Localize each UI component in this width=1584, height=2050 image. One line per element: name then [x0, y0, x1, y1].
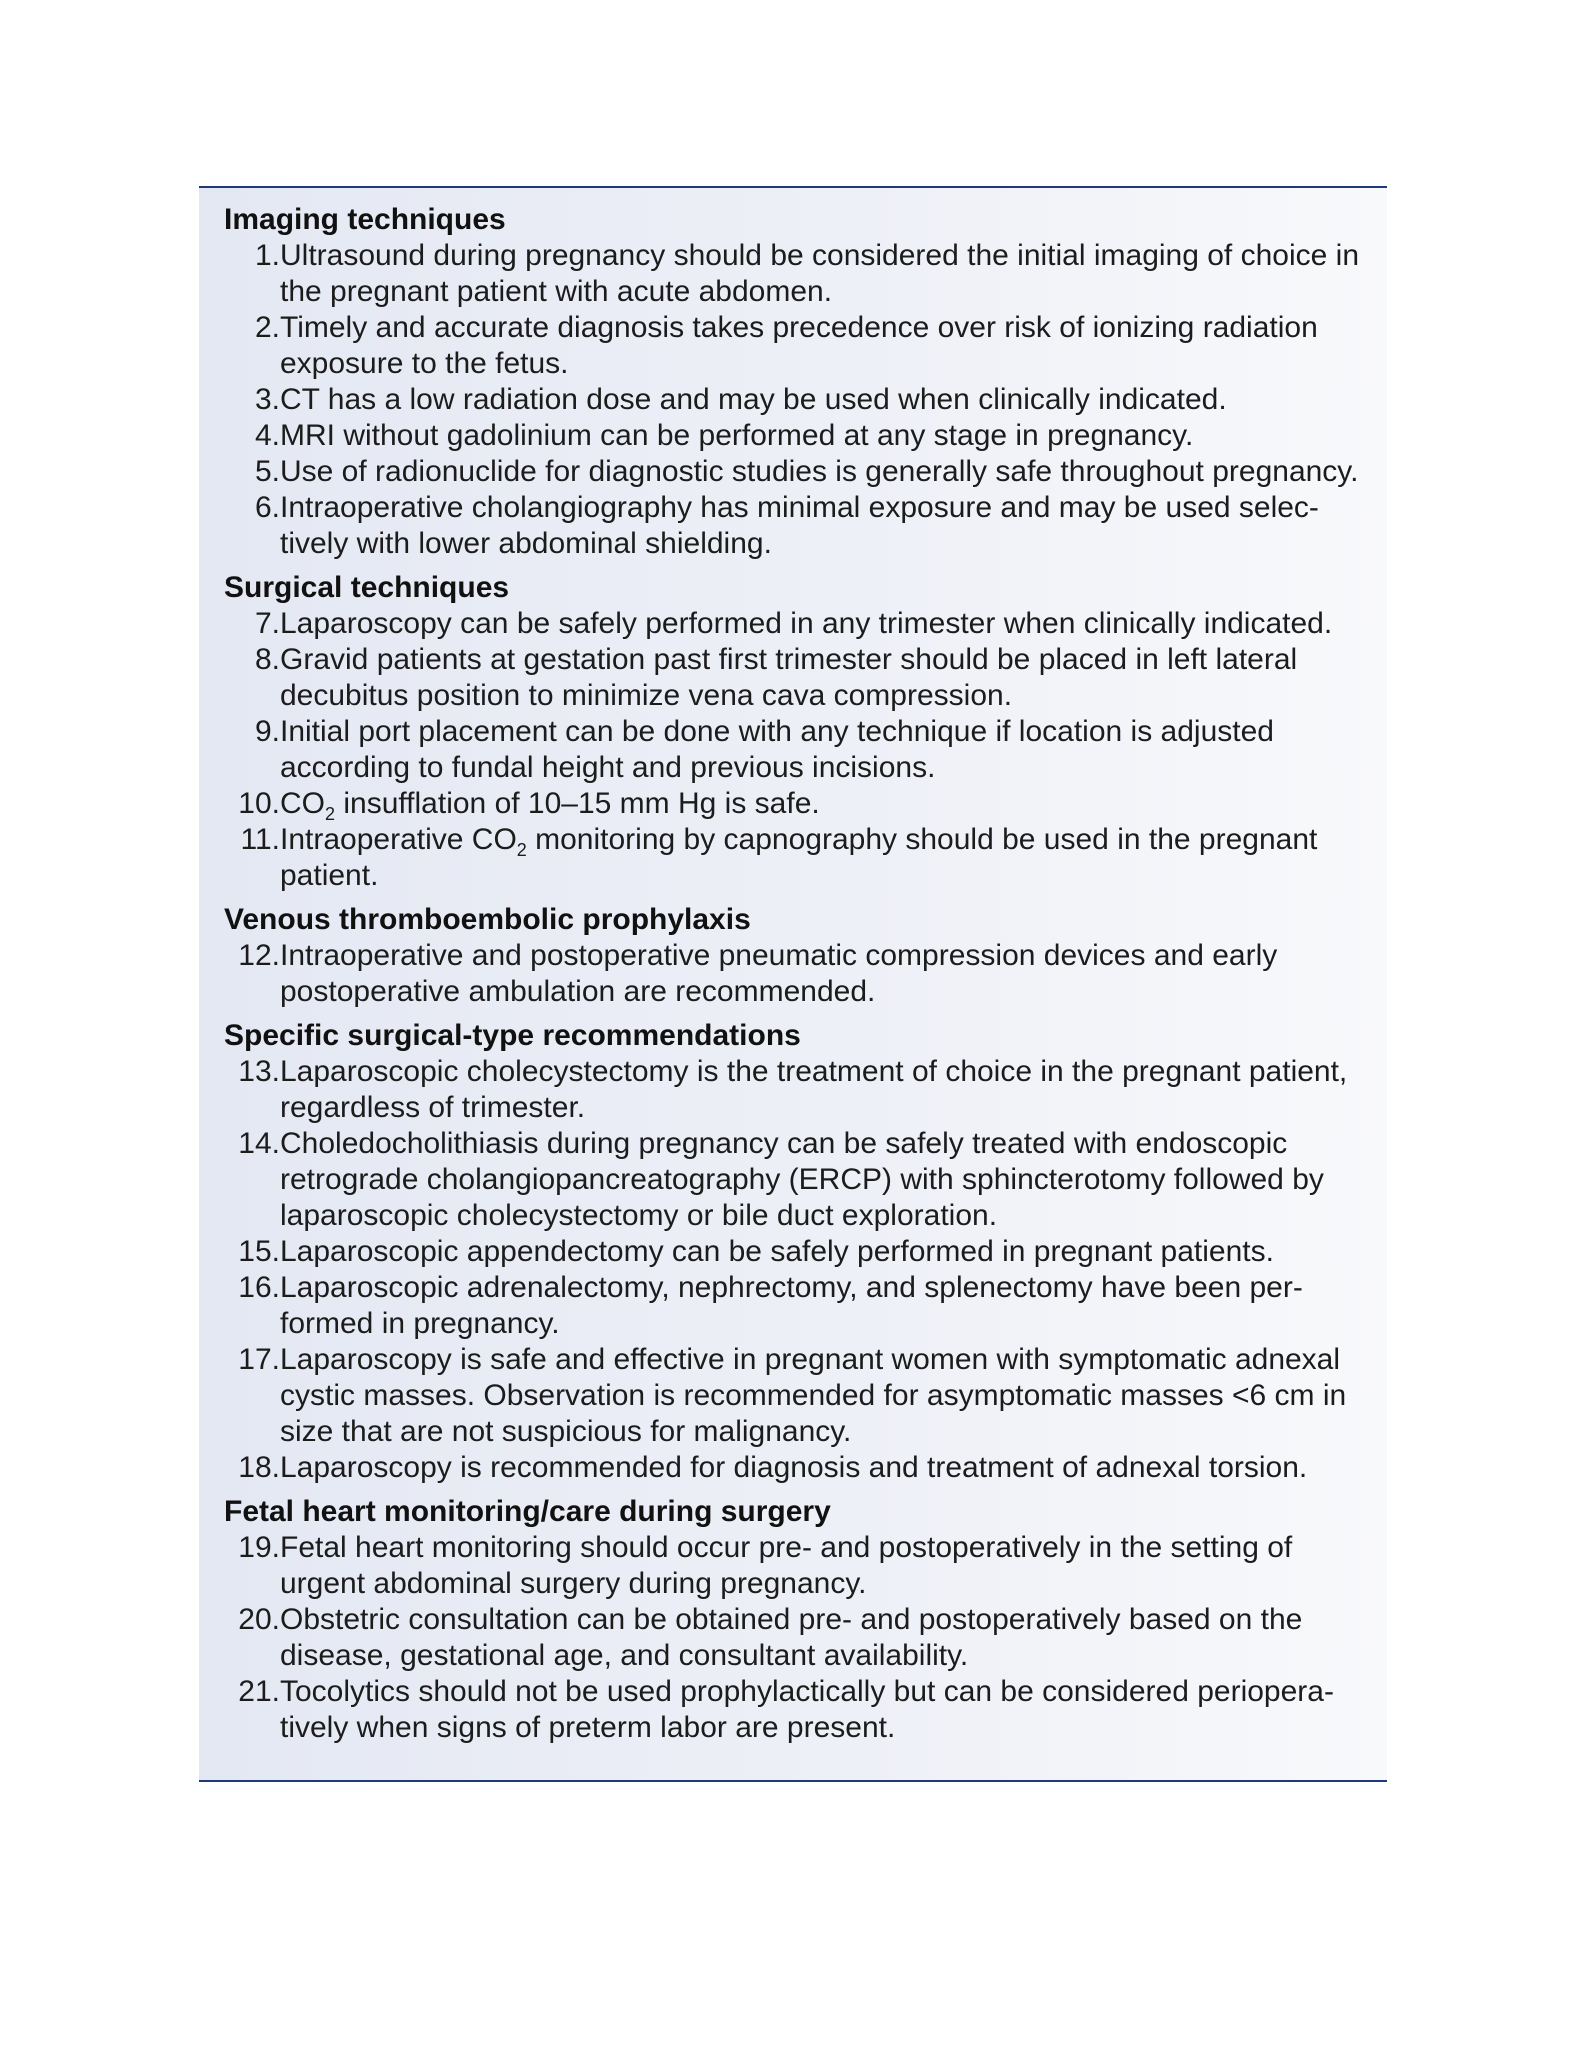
item-number: 10.	[238, 787, 280, 820]
item-text: Laparoscopic appendectomy can be safely performed in pregnant patients.	[280, 1235, 1274, 1268]
item-text: Intraoperative cholangiography has minimal exposure and may be used selec-tively with lower abdominal shielding.	[280, 491, 1319, 560]
list-item	[224, 1530, 1371, 1602]
item-text: Laparoscopy is safe and effective in pregnant women with symptomatic adnexal cystic masses. Observation is recommended for asymptomatic masses <6 cm in size that are not suspicious for malignancy.	[280, 1343, 1347, 1448]
item-number: 21.	[238, 1675, 280, 1708]
section-venous	[224, 902, 1371, 1010]
item-text: Gravid patients at gestation past first trimester should be placed in left lateral decubitus position to minimize vena cava compression.	[280, 643, 1298, 712]
list-item	[224, 382, 1371, 418]
list-item	[224, 714, 1371, 786]
section-heading: Fetal heart monitoring/care during surgery	[224, 1495, 831, 1528]
item-text	[280, 786, 1371, 822]
item-number: 8.	[254, 643, 280, 676]
list-item	[224, 1602, 1371, 1674]
section-imaging	[224, 202, 1371, 562]
list-item	[224, 454, 1371, 490]
item-list	[224, 938, 1371, 1010]
item-text	[280, 822, 1371, 894]
item-number: 11.	[240, 823, 280, 856]
list-item	[224, 938, 1371, 1010]
item-number: 19.	[238, 1531, 280, 1564]
item-text-post: monitoring by capnography should be used in the pregnant patient.	[280, 823, 1318, 892]
item-list	[224, 1530, 1371, 1746]
section-heading: Surgical techniques	[224, 571, 510, 604]
section-heading: Imaging techniques	[224, 203, 506, 236]
item-text: Laparoscopic cholecystectomy is the treatment of choice in the pregnant patient, regardless of trimester.	[280, 1055, 1348, 1124]
item-number: 5.	[254, 455, 280, 488]
subscript: 2	[325, 804, 336, 824]
section-specific	[224, 1018, 1371, 1486]
item-number: 13.	[238, 1055, 280, 1088]
list-item	[224, 786, 1371, 822]
subscript: 2	[516, 840, 527, 860]
list-item	[224, 822, 1371, 894]
item-text-pre: Intraoperative CO	[280, 823, 517, 856]
list-item	[224, 1234, 1371, 1270]
list-item	[224, 310, 1371, 382]
item-number: 4.	[254, 419, 280, 452]
section-surgical	[224, 570, 1371, 894]
item-text-post: insufflation of 10–15 mm Hg is safe.	[335, 787, 820, 820]
list-item	[224, 1054, 1371, 1126]
item-number: 16.	[238, 1271, 280, 1304]
item-number: 6.	[254, 491, 280, 524]
list-item	[224, 606, 1371, 642]
item-text: Laparoscopy is recommended for diagnosis and treatment of adnexal torsion.	[280, 1451, 1308, 1484]
list-item	[224, 1270, 1371, 1342]
list-item	[224, 490, 1371, 562]
item-text: Obstetric consultation can be obtained pre- and postoperatively based on the disease, gestational age, and consultant availability.	[280, 1603, 1303, 1672]
item-text: Laparoscopy can be safely performed in any trimester when clinically indicated.	[280, 607, 1333, 640]
item-list	[224, 606, 1371, 894]
item-text: Ultrasound during pregnancy should be considered the initial imaging of choice in the pregnant patient with acute abdomen.	[280, 239, 1360, 308]
item-text-pre: CO	[280, 787, 325, 820]
list-item	[224, 1342, 1371, 1450]
item-number: 17.	[238, 1343, 280, 1376]
item-number: 15.	[238, 1235, 280, 1268]
item-number: 2.	[254, 311, 280, 344]
item-text: CT has a low radiation dose and may be used when clinically indicated.	[280, 383, 1227, 416]
guidelines-box	[199, 186, 1387, 1782]
item-number: 3.	[254, 383, 280, 416]
list-item	[224, 1126, 1371, 1234]
item-text: Fetal heart monitoring should occur pre- and postoperatively in the setting of urgent abdominal surgery during pregnancy.	[280, 1531, 1293, 1600]
item-number: 14.	[238, 1127, 280, 1160]
list-item	[224, 1450, 1371, 1486]
item-list	[224, 1054, 1371, 1486]
list-item	[224, 238, 1371, 310]
section-heading: Venous thromboembolic prophylaxis	[224, 903, 751, 936]
section-heading: Specific surgical-type recommendations	[224, 1019, 801, 1052]
item-text: MRI without gadolinium can be performed at any stage in pregnancy.	[280, 419, 1194, 452]
item-text: Use of radionuclide for diagnostic studies is generally safe throughout pregnancy.	[280, 455, 1359, 488]
item-text: Intraoperative and postoperative pneumatic compression devices and early postoperative ambulation are recommended.	[280, 939, 1278, 1008]
item-number: 9.	[254, 715, 280, 748]
item-list	[224, 238, 1371, 562]
list-item	[224, 418, 1371, 454]
item-text: Tocolytics should not be used prophylactically but can be considered periopera-tively when signs of preterm labor are present.	[280, 1675, 1334, 1744]
item-text: Choledocholithiasis during pregnancy can be safely treated with endoscopic retrograde cholangiopancreatography (ERCP) with sphincterotomy followed by laparoscopic cholecystectomy or bile duct exploration.	[280, 1127, 1324, 1232]
list-item	[224, 1674, 1371, 1746]
item-number: 12.	[238, 939, 280, 972]
item-number: 20.	[238, 1603, 280, 1636]
list-item	[224, 642, 1371, 714]
section-fetal	[224, 1494, 1371, 1746]
item-text: Timely and accurate diagnosis takes precedence over risk of ionizing radiation exposure to the fetus.	[280, 311, 1318, 380]
item-number: 1.	[254, 239, 280, 272]
item-text: Laparoscopic adrenalectomy, nephrectomy, and splenectomy have been per-formed in pregnancy.	[280, 1271, 1303, 1340]
item-text: Initial port placement can be done with any technique if location is adjusted according to fundal height and previous incisions.	[280, 715, 1274, 784]
item-number: 18.	[238, 1451, 280, 1484]
item-number: 7.	[254, 607, 280, 640]
